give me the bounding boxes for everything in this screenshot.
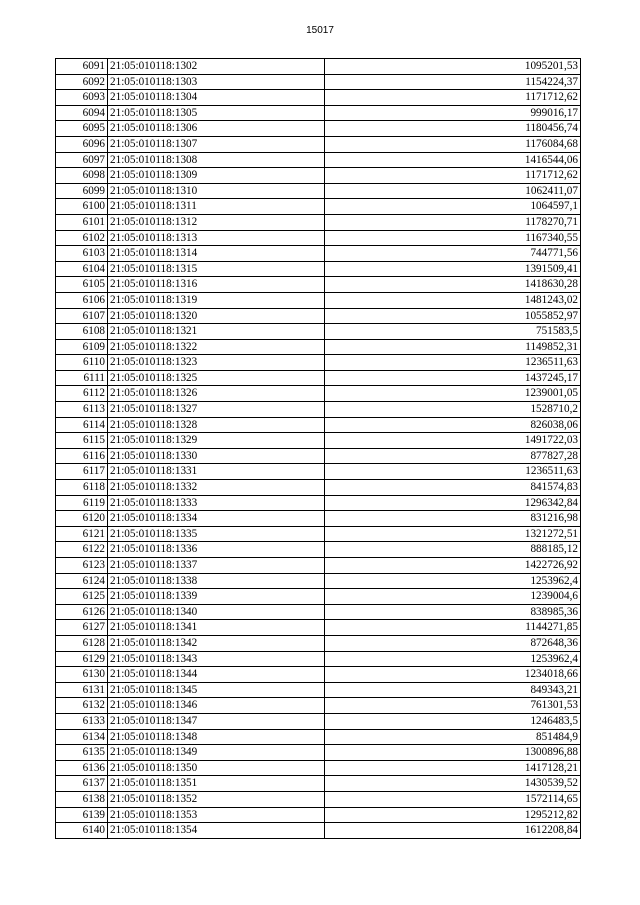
row-number: 6094 [56, 105, 108, 121]
row-number: 6113 [56, 402, 108, 418]
row-number: 6139 [56, 807, 108, 823]
row-number: 6114 [56, 417, 108, 433]
cadastral-value: 849343,21 [325, 682, 581, 698]
table-row [56, 713, 581, 729]
cadastral-value: 1149852,31 [325, 339, 581, 355]
cadastral-number: 21:05:010118:1316 [108, 277, 325, 293]
table-row [56, 464, 581, 480]
cadastral-number: 21:05:010118:1338 [108, 573, 325, 589]
cadastral-number: 21:05:010118:1331 [108, 464, 325, 480]
row-number: 6106 [56, 292, 108, 308]
table-row [56, 667, 581, 683]
row-number: 6107 [56, 308, 108, 324]
row-number: 6095 [56, 121, 108, 137]
cadastral-number: 21:05:010118:1342 [108, 635, 325, 651]
row-number: 6124 [56, 573, 108, 589]
cadastral-number: 21:05:010118:1335 [108, 526, 325, 542]
row-number: 6127 [56, 620, 108, 636]
cadastral-number: 21:05:010118:1341 [108, 620, 325, 636]
cadastral-number: 21:05:010118:1315 [108, 261, 325, 277]
cadastral-number: 21:05:010118:1348 [108, 729, 325, 745]
cadastral-value: 877827,28 [325, 448, 581, 464]
table-row [56, 355, 581, 371]
cadastral-value: 888185,12 [325, 542, 581, 558]
row-number: 6137 [56, 776, 108, 792]
table-row [56, 682, 581, 698]
table-row [56, 59, 581, 75]
cadastral-value: 1062411,07 [325, 183, 581, 199]
row-number: 6103 [56, 246, 108, 262]
table-row [56, 90, 581, 106]
cadastral-number: 21:05:010118:1352 [108, 791, 325, 807]
row-number: 6111 [56, 370, 108, 386]
table-row [56, 183, 581, 199]
row-number: 6136 [56, 760, 108, 776]
cadastral-value: 1246483,5 [325, 713, 581, 729]
row-number: 6126 [56, 604, 108, 620]
cadastral-value: 1064597,1 [325, 199, 581, 215]
cadastral-value: 1295212,82 [325, 807, 581, 823]
cadastral-value: 1491722,03 [325, 433, 581, 449]
cadastral-value: 1418630,28 [325, 277, 581, 293]
cadastral-value: 851484,9 [325, 729, 581, 745]
table-row [56, 589, 581, 605]
table-row [56, 339, 581, 355]
table-row [56, 620, 581, 636]
table-row [56, 214, 581, 230]
table-row [56, 791, 581, 807]
cadastral-number: 21:05:010118:1305 [108, 105, 325, 121]
cadastral-value: 1239001,05 [325, 386, 581, 402]
cadastral-number: 21:05:010118:1343 [108, 651, 325, 667]
row-number: 6109 [56, 339, 108, 355]
row-number: 6134 [56, 729, 108, 745]
row-number: 6118 [56, 480, 108, 496]
table-row [56, 604, 581, 620]
cadastral-number: 21:05:010118:1328 [108, 417, 325, 433]
row-number: 6133 [56, 713, 108, 729]
cadastral-value: 1417128,21 [325, 760, 581, 776]
row-number: 6131 [56, 682, 108, 698]
table-row [56, 823, 581, 839]
table-row [56, 121, 581, 137]
row-number: 6122 [56, 542, 108, 558]
cadastral-number: 21:05:010118:1347 [108, 713, 325, 729]
table-row [56, 745, 581, 761]
row-number: 6128 [56, 635, 108, 651]
table-row [56, 558, 581, 574]
row-number: 6112 [56, 386, 108, 402]
table-row [56, 651, 581, 667]
cadastral-number: 21:05:010118:1330 [108, 448, 325, 464]
cadastral-value: 1236511,63 [325, 355, 581, 371]
table-row [56, 136, 581, 152]
cadastral-value: 1481243,02 [325, 292, 581, 308]
row-number: 6093 [56, 90, 108, 106]
cadastral-value: 1437245,17 [325, 370, 581, 386]
cadastral-number: 21:05:010118:1306 [108, 121, 325, 137]
row-number: 6129 [56, 651, 108, 667]
cadastral-number: 21:05:010118:1303 [108, 74, 325, 90]
row-number: 6115 [56, 433, 108, 449]
cadastral-number: 21:05:010118:1351 [108, 776, 325, 792]
table-row [56, 760, 581, 776]
table-row [56, 542, 581, 558]
cadastral-value: 1528710,2 [325, 402, 581, 418]
cadastral-number: 21:05:010118:1345 [108, 682, 325, 698]
cadastral-value: 1572114,65 [325, 791, 581, 807]
cadastral-value: 831216,98 [325, 511, 581, 527]
cadastral-value: 1430539,52 [325, 776, 581, 792]
cadastral-number: 21:05:010118:1354 [108, 823, 325, 839]
cadastral-value: 826038,06 [325, 417, 581, 433]
table-body [56, 59, 581, 839]
cadastral-value: 1422726,92 [325, 558, 581, 574]
table-row [56, 807, 581, 823]
table-row [56, 152, 581, 168]
table-row [56, 495, 581, 511]
table-row [56, 199, 581, 215]
table-row [56, 386, 581, 402]
cadastral-value: 1300896,88 [325, 745, 581, 761]
table-row [56, 370, 581, 386]
cadastral-value: 1180456,74 [325, 121, 581, 137]
cadastral-value: 1154224,37 [325, 74, 581, 90]
table-row [56, 480, 581, 496]
cadastral-number: 21:05:010118:1337 [108, 558, 325, 574]
cadastral-value: 1178270,71 [325, 214, 581, 230]
row-number: 6091 [56, 59, 108, 75]
cadastral-number: 21:05:010118:1311 [108, 199, 325, 215]
row-number: 6120 [56, 511, 108, 527]
row-number: 6099 [56, 183, 108, 199]
row-number: 6123 [56, 558, 108, 574]
cadastral-value: 872648,36 [325, 635, 581, 651]
cadastral-number: 21:05:010118:1349 [108, 745, 325, 761]
page-number: 15017 [306, 25, 334, 36]
table-row [56, 324, 581, 340]
row-number: 6105 [56, 277, 108, 293]
cadastral-value: 1234018,66 [325, 667, 581, 683]
table-row [56, 776, 581, 792]
table-row [56, 105, 581, 121]
table-row [56, 573, 581, 589]
table-row [56, 635, 581, 651]
row-number: 6130 [56, 667, 108, 683]
row-number: 6125 [56, 589, 108, 605]
cadastral-number: 21:05:010118:1319 [108, 292, 325, 308]
table-row [56, 448, 581, 464]
row-number: 6096 [56, 136, 108, 152]
row-number: 6121 [56, 526, 108, 542]
cadastral-value: 1171712,62 [325, 168, 581, 184]
table-row [56, 277, 581, 293]
cadastral-number: 21:05:010118:1329 [108, 433, 325, 449]
cadastral-value: 838985,36 [325, 604, 581, 620]
cadastral-value: 1055852,97 [325, 308, 581, 324]
cadastral-number: 21:05:010118:1320 [108, 308, 325, 324]
table-row [56, 417, 581, 433]
cadastral-number: 21:05:010118:1304 [108, 90, 325, 106]
cadastral-number: 21:05:010118:1346 [108, 698, 325, 714]
cadastral-value: 1095201,53 [325, 59, 581, 75]
cadastral-number: 21:05:010118:1322 [108, 339, 325, 355]
table-row [56, 433, 581, 449]
table-row [56, 261, 581, 277]
cadastral-value-table [55, 58, 581, 839]
cadastral-number: 21:05:010118:1312 [108, 214, 325, 230]
cadastral-number: 21:05:010118:1334 [108, 511, 325, 527]
cadastral-number: 21:05:010118:1344 [108, 667, 325, 683]
cadastral-value: 1236511,63 [325, 464, 581, 480]
cadastral-value: 999016,17 [325, 105, 581, 121]
cadastral-value: 1416544,06 [325, 152, 581, 168]
row-number: 6104 [56, 261, 108, 277]
cadastral-number: 21:05:010118:1327 [108, 402, 325, 418]
cadastral-value: 1296342,84 [325, 495, 581, 511]
cadastral-number: 21:05:010118:1309 [108, 168, 325, 184]
cadastral-value: 751583,5 [325, 324, 581, 340]
row-number: 6140 [56, 823, 108, 839]
row-number: 6135 [56, 745, 108, 761]
table-row [56, 511, 581, 527]
row-number: 6102 [56, 230, 108, 246]
table-row [56, 168, 581, 184]
cadastral-number: 21:05:010118:1307 [108, 136, 325, 152]
table-row [56, 729, 581, 745]
row-number: 6132 [56, 698, 108, 714]
cadastral-value: 1612208,84 [325, 823, 581, 839]
cadastral-number: 21:05:010118:1339 [108, 589, 325, 605]
cadastral-number: 21:05:010118:1302 [108, 59, 325, 75]
row-number: 6119 [56, 495, 108, 511]
cadastral-number: 21:05:010118:1321 [108, 324, 325, 340]
cadastral-number: 21:05:010118:1314 [108, 246, 325, 262]
cadastral-number: 21:05:010118:1310 [108, 183, 325, 199]
table-row [56, 246, 581, 262]
row-number: 6108 [56, 324, 108, 340]
cadastral-value: 841574,83 [325, 480, 581, 496]
row-number: 6097 [56, 152, 108, 168]
cadastral-number: 21:05:010118:1340 [108, 604, 325, 620]
cadastral-number: 21:05:010118:1350 [108, 760, 325, 776]
cadastral-value: 1144271,85 [325, 620, 581, 636]
cadastral-number: 21:05:010118:1353 [108, 807, 325, 823]
row-number: 6092 [56, 74, 108, 90]
cadastral-value: 1239004,6 [325, 589, 581, 605]
row-number: 6117 [56, 464, 108, 480]
table-row [56, 74, 581, 90]
cadastral-value: 1176084,68 [325, 136, 581, 152]
cadastral-value: 744771,56 [325, 246, 581, 262]
row-number: 6101 [56, 214, 108, 230]
row-number: 6110 [56, 355, 108, 371]
cadastral-number: 21:05:010118:1313 [108, 230, 325, 246]
cadastral-value: 1171712,62 [325, 90, 581, 106]
cadastral-value: 1391509,41 [325, 261, 581, 277]
cadastral-value: 761301,53 [325, 698, 581, 714]
cadastral-number: 21:05:010118:1336 [108, 542, 325, 558]
table-row [56, 308, 581, 324]
cadastral-value: 1253962,4 [325, 651, 581, 667]
cadastral-number: 21:05:010118:1308 [108, 152, 325, 168]
row-number: 6098 [56, 168, 108, 184]
cadastral-value: 1321272,51 [325, 526, 581, 542]
table-row [56, 402, 581, 418]
table-row [56, 292, 581, 308]
cadastral-value: 1253962,4 [325, 573, 581, 589]
cadastral-number: 21:05:010118:1326 [108, 386, 325, 402]
table-row [56, 526, 581, 542]
row-number: 6138 [56, 791, 108, 807]
row-number: 6100 [56, 199, 108, 215]
row-number: 6116 [56, 448, 108, 464]
cadastral-number: 21:05:010118:1333 [108, 495, 325, 511]
cadastral-number: 21:05:010118:1325 [108, 370, 325, 386]
table-row [56, 230, 581, 246]
cadastral-number: 21:05:010118:1332 [108, 480, 325, 496]
cadastral-value: 1167340,55 [325, 230, 581, 246]
table-row [56, 698, 581, 714]
cadastral-number: 21:05:010118:1323 [108, 355, 325, 371]
